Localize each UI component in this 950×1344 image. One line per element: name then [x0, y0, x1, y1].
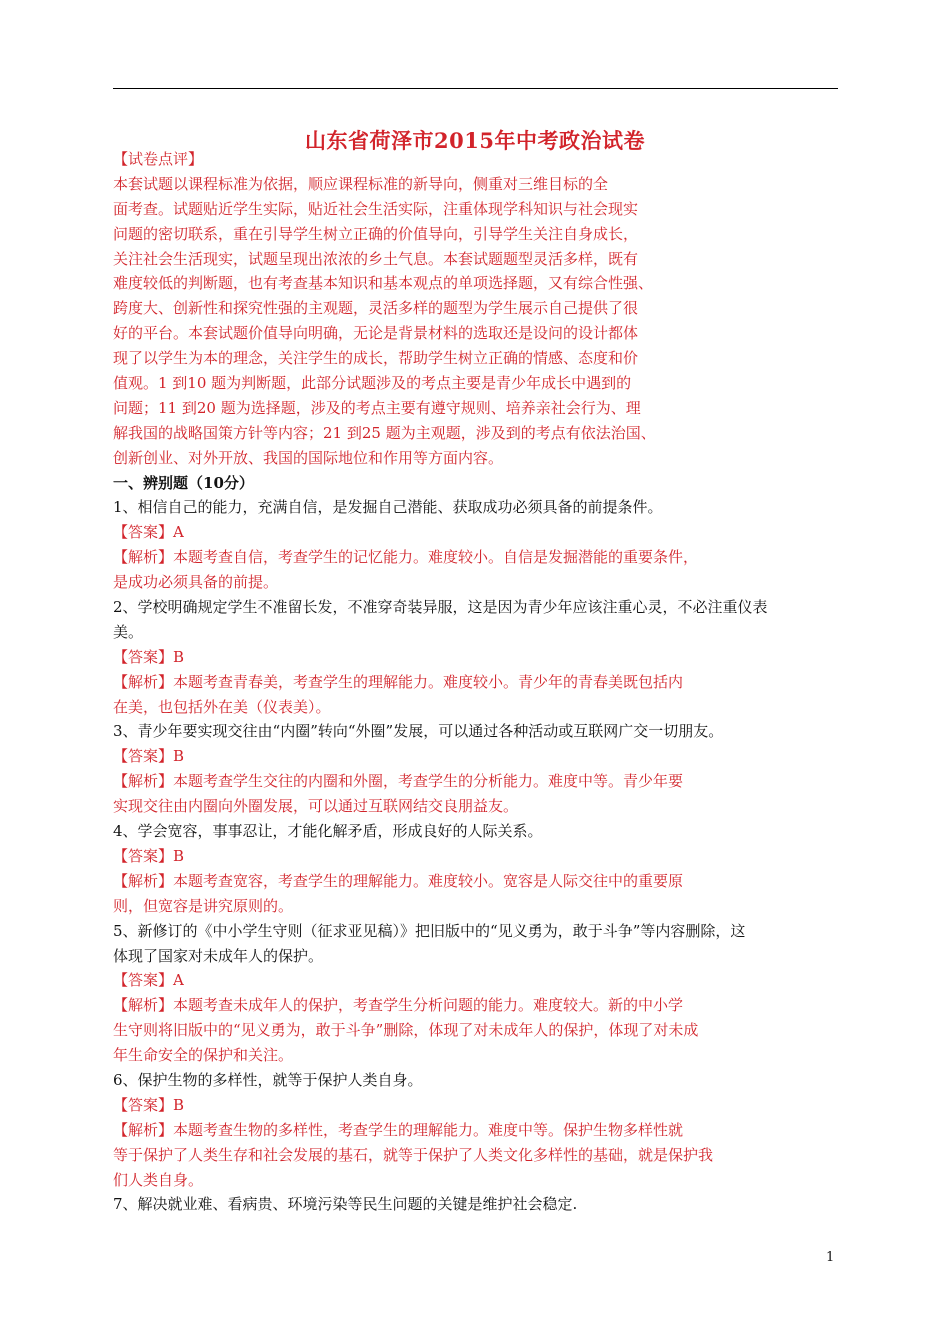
text-line: 创新创业、对外开放、我国的国际地位和作用等方面内容。 — [113, 448, 504, 467]
page-title: 山东省荷泽市2015年中考政治试卷 — [305, 128, 645, 153]
text-line: 在美，也包括外在美（仪表美）。 — [113, 697, 331, 716]
text-line: 面考查。试题贴近学生实际，贴近社会生活实际，注重体现学科知识与社会现实 — [113, 199, 639, 218]
text-line: 【答案】B — [113, 647, 185, 666]
text-line: 【解析】本题考查宽容，考查学生的理解能力。难度较小。宽容是人际交往中的重要原 — [113, 871, 684, 890]
text-line: 现了以学生为本的理念，关注学生的成长，帮助学生树立正确的情感、态度和价 — [113, 349, 639, 368]
text-line: 【答案】B — [113, 846, 185, 865]
text-line: 则，但宽容是讲究原则的。 — [113, 896, 294, 915]
text-line: 问题的密切联系，重在引导学生树立正确的价值导向，引导学生关注自身成长， — [113, 224, 639, 243]
text-line: 问题；11 到20 题为选择题，涉及的考点主要有遵守规则、培养亲社会行为、理 — [113, 398, 641, 417]
text-line: 体现了国家对未成年人的保护。 — [113, 946, 324, 965]
text-line: 年生命安全的保护和关注。 — [113, 1046, 294, 1065]
text-line: 【解析】本题考查生物的多样性，考查学生的理解能力。难度中等。保护生物多样性就 — [113, 1120, 684, 1139]
text-line: 关注社会生活现实，试题呈现出浓浓的乡土气息。本套试题题型灵活多样，既有 — [113, 249, 639, 268]
text-line: 6、保护生物的多样性，就等于保护人类自身。 — [113, 1070, 423, 1089]
text-line: 【解析】本题考查学生交往的内圈和外圈，考查学生的分析能力。难度中等。青少年要 — [113, 772, 684, 791]
text-line: 生守则将旧版中的“见义勇为，敢于斗争”删除，体现了对未成年人的保护，体现了对未成 — [113, 1021, 699, 1040]
text-line: 【解析】本题考查自信，考查学生的记忆能力。难度较小。自信是发掘潜能的重要条件， — [113, 548, 699, 567]
document-body — [113, 147, 841, 1217]
text-line: 好的平台。本套试题价值导向明确，无论是背景材料的选取还是设问的设计都体 — [113, 324, 639, 343]
text-line: 【试卷点评】 — [113, 150, 204, 168]
text-line: 值观。1 到10 题为判断题，此部分试题涉及的考点主要是青少年成长中遇到的 — [113, 374, 632, 393]
text-line: 【答案】B — [113, 747, 185, 766]
text-line: 本套试题以课程标准为依据，顺应课程标准的新导向，侧重对三维目标的全 — [113, 174, 609, 193]
text-line: 【答案】B — [113, 1095, 185, 1114]
header-rule — [113, 88, 838, 89]
text-line: 等于保护了人类生存和社会发展的基石，就等于保护了人类文化多样性的基础，就是保护我 — [113, 1145, 714, 1164]
text-line: 【解析】本题考查未成年人的保护，考查学生分析问题的能力。难度较大。新的中小学 — [113, 996, 684, 1015]
text-line: 是成功必须具备的前提。 — [113, 573, 279, 592]
text-line: 们人类自身。 — [113, 1170, 204, 1189]
text-line: 【答案】A — [113, 523, 184, 542]
text-line: 实现交往由内圈向外圈发展，可以通过互联网结交良朋益友。 — [113, 797, 519, 816]
text-line: 解我国的战略国策方针等内容；21 到25 题为主观题，涉及到的考点有依法治国、 — [113, 423, 656, 442]
text-line: 【解析】本题考查青春美，考查学生的理解能力。难度较小。青少年的青春美既包括内 — [113, 672, 684, 691]
text-line: 5、新修订的《中小学生守则（征求亚见稿）》把旧版中的“见义勇为，敢于斗争”等内容删除，这 — [113, 921, 746, 940]
text-line: 2、学校明确规定学生不准留长发，不准穿奇装异服，这是因为青少年应该注重心灵，不必注重仪表 — [113, 598, 768, 617]
text-line: 难度较低的判断题，也有考查基本知识和基本观点的单项选择题，又有综合性强、 — [113, 274, 654, 293]
text-line: 4、学会宽容，事事忍让，才能化解矛盾，形成良好的人际关系。 — [113, 822, 543, 841]
text-line: 一、辨别题（10分） — [113, 473, 254, 492]
text-line: 1、相信自己的能力，充满自信，是发掘自己潜能、获取成功必须具备的前提条件。 — [113, 498, 663, 517]
text-line: 美。 — [113, 622, 144, 641]
text-line: 3、青少年要实现交往由“内圈”转向“外圈”发展，可以通过各种活动或互联网广交一切朋友。 — [113, 722, 724, 741]
text-line: 【答案】A — [113, 971, 184, 990]
page-number: 1 — [826, 1250, 835, 1265]
text-line: 7、解决就业难、看病贵、环境污染等民生问题的关键是维护社会稳定. — [113, 1195, 578, 1214]
text-line: 跨度大、创新性和探究性强的主观题，灵活多样的题型为学生展示自己提供了很 — [113, 299, 639, 318]
